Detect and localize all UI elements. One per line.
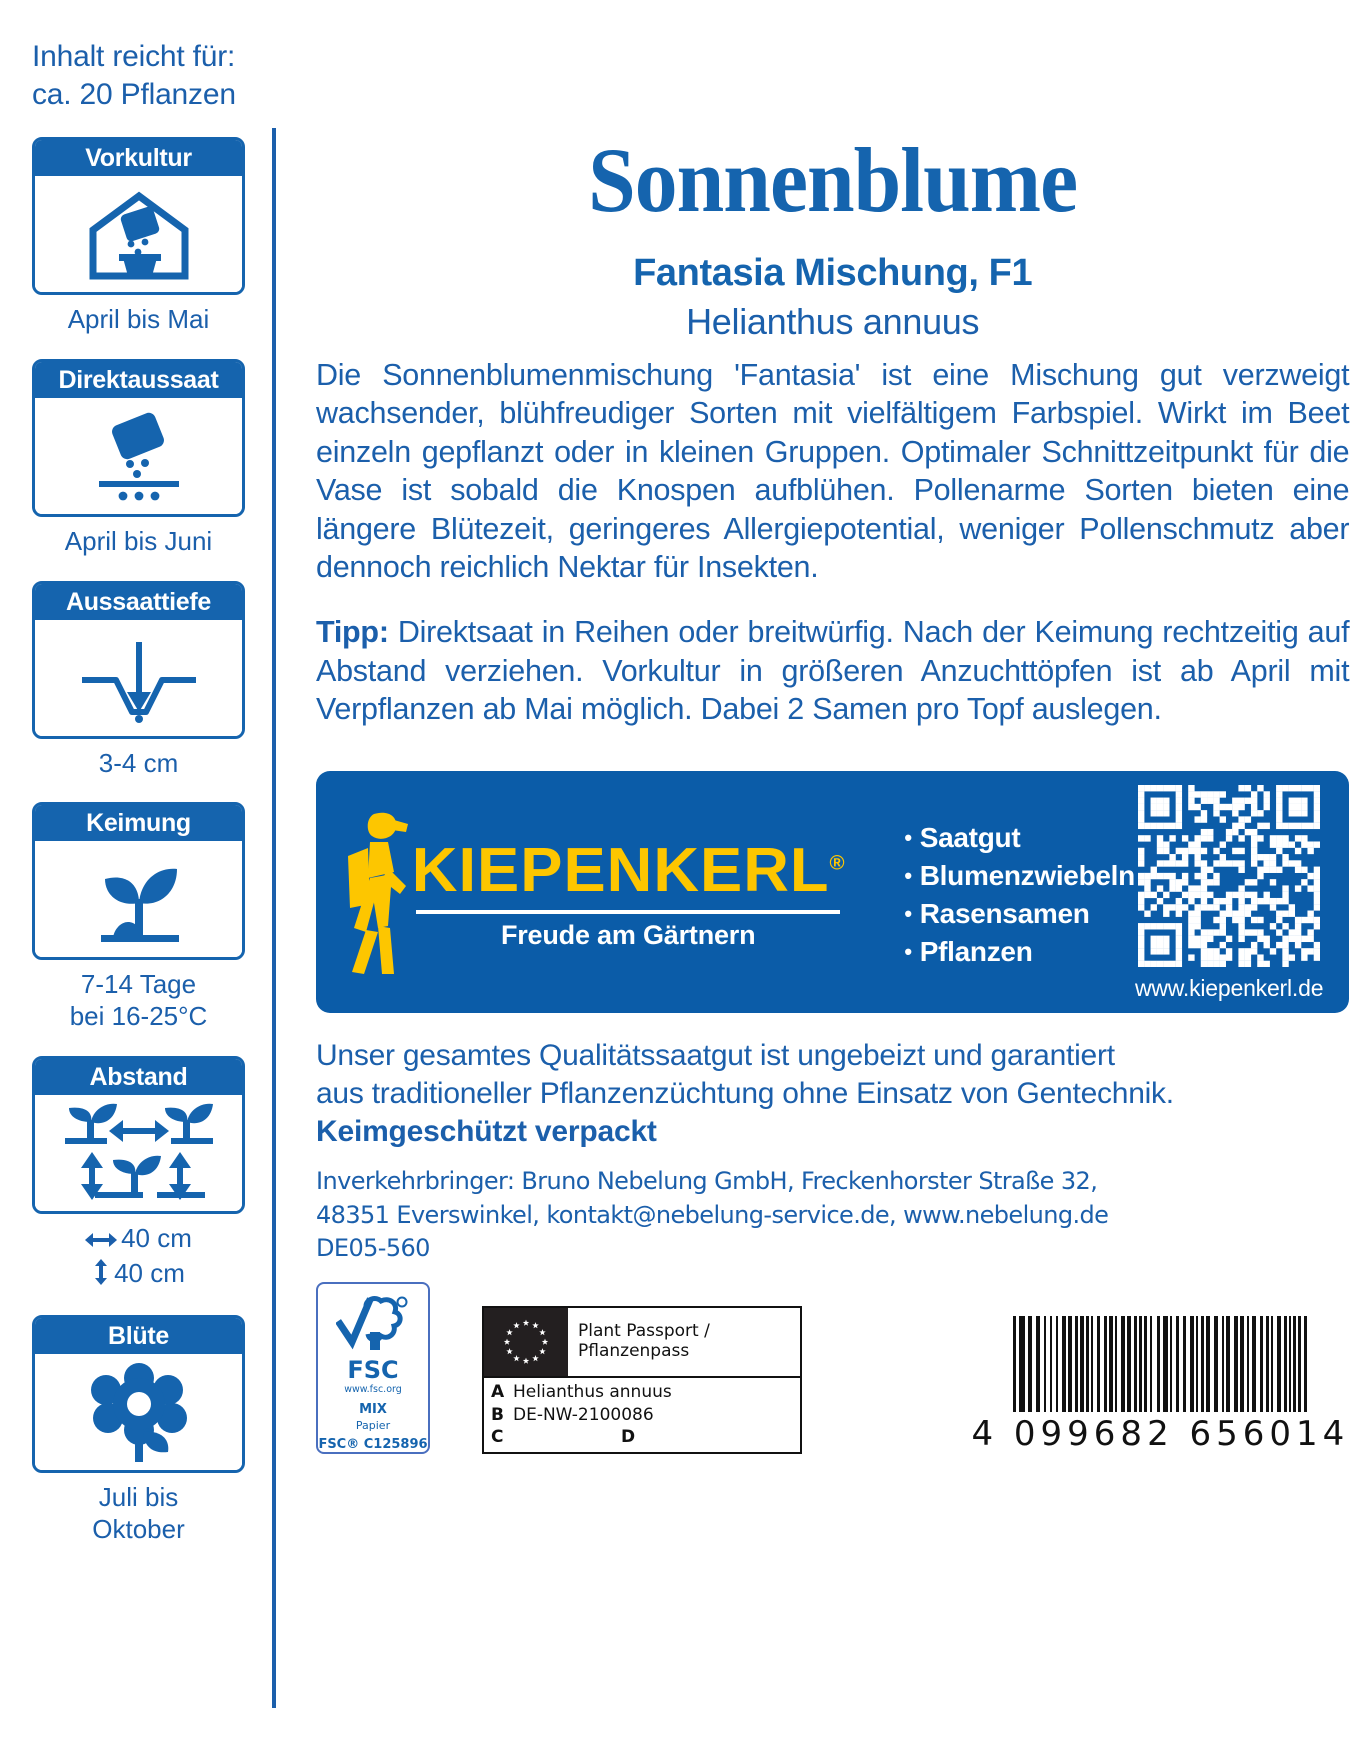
passport-row-a: A Helianthus annuus — [491, 1382, 672, 1403]
arrow-horizontal-icon — [85, 1226, 117, 1258]
spacing-horizontal: 40 cm — [32, 1223, 245, 1258]
qr-block — [1135, 771, 1323, 1013]
info-card-title: Keimung — [35, 805, 242, 841]
seedling-icon — [35, 841, 242, 957]
flower-icon — [35, 1354, 242, 1470]
info-card-direktaussaat — [32, 359, 245, 517]
info-card-caption: April bis Juni — [64, 525, 213, 556]
plant-passport — [482, 1306, 802, 1454]
growing-info-sidebar — [0, 0, 268, 1737]
info-card-keimung — [32, 802, 245, 960]
quality-statement: Unser gesamtes Qualitätssaatgut ist ungebeizt und garantiert aus traditioneller Pflanzenzüchtung ohne Einsatz von Gentechnik. — [316, 1038, 1174, 1110]
germ-protected-label: Keimgeschützt verpackt — [316, 1114, 657, 1148]
contents-value: ca. 20 Pflanzen — [32, 78, 236, 112]
barcode-number: 4 099682 656014 — [971, 1413, 1350, 1454]
passport-row-b: B DE-NW-2100086 — [491, 1404, 654, 1425]
seed-broadcast-icon — [35, 398, 242, 514]
brand-slogan: Freude am Gärtnern — [500, 919, 756, 950]
kiepenkerl-logo — [344, 771, 845, 1013]
kiepenkerl-man-icon — [344, 808, 410, 983]
passport-title: Plant Passport / Pflanzenpass — [578, 1321, 710, 1361]
latin-name: Helianthus annuus — [686, 301, 980, 343]
certification-row — [316, 1282, 1349, 1454]
fsc-logo — [316, 1282, 430, 1454]
fsc-name: FSC — [347, 1355, 399, 1384]
vertical-divider — [272, 128, 276, 1708]
brand-url: www.kiepenkerl.de — [1134, 975, 1324, 1002]
info-card-abstand — [32, 1056, 245, 1214]
imprint-line-2: 48351 Everswinkel, kontakt@nebelung-service.de, www.nebelung.de — [316, 1200, 1109, 1229]
barcode-bars — [1013, 1316, 1307, 1412]
product-category-list — [904, 771, 1135, 1013]
sowing-depth-icon — [35, 620, 242, 736]
imprint-block — [316, 1165, 1349, 1266]
spacing-vertical: 40 cm — [32, 1258, 245, 1293]
arrow-vertical-icon — [92, 1259, 110, 1293]
passport-row-c: C D — [491, 1427, 636, 1448]
list-item: • Rasensamen — [904, 898, 1135, 930]
tip-label: Tipp: — [316, 615, 389, 650]
tip-text: Direktsaat in Reihen oder breitwürfig. Nach der Keimung rechtzeitig auf Abstand verziehen. Vorkultur in größeren Anzuchttöpfen ist ab April mit Verpflanzen ab Mai möglich. Dabei 2 Samen pro Topf auslegen. — [316, 615, 1350, 727]
fsc-papier-label: Papier — [355, 1418, 391, 1432]
plant-spacing-icon — [35, 1095, 242, 1211]
imprint-line-1: Inverkehrbringer: Bruno Nebelung GmbH, Freckenhorster Straße 32, — [316, 1166, 1098, 1195]
contents-label: Inhalt reicht für: — [32, 40, 236, 73]
list-item: • Saatgut — [904, 822, 1135, 854]
info-card-title: Direktaussaat — [35, 362, 242, 398]
info-card-caption: 7-14 Tage bei 16-25°C — [69, 969, 208, 1032]
info-card-caption: 3-4 cm — [98, 747, 179, 778]
list-item: • Pflanzen — [904, 936, 1135, 968]
fsc-website: www.fsc.org — [344, 1383, 402, 1395]
page-title: Sonnenblume — [588, 129, 1078, 231]
imprint-line-3: DE05-560 — [316, 1234, 430, 1263]
brand-banner — [316, 771, 1349, 1013]
info-card-aussaattiefe — [32, 581, 245, 739]
info-card-caption: April bis Mai — [67, 304, 210, 335]
eu-flag-icon — [484, 1308, 568, 1376]
brand-name: KIEPENKERL — [411, 835, 830, 905]
description-paragraph: Die Sonnenblumenmischung 'Fantasia' ist eine Mischung gut verzweigt wachsender, blühfreudiger Sorten mit vielfältigem Farbspiel. Wirkt im Beet einzeln gepflanzt oder in kleinen Gruppen. Optimaler Schnittzeitpunkt für die Vase ist sobald die Knospen aufblühen. Pollenarme Sorten bieten eine längere Blütezeit, geringeres Allergiepotential, weniger Pollenschmutz aber dennoch reichlich Nektar für Insekten. — [316, 357, 1350, 585]
info-card-title: Aussaattiefe — [35, 584, 242, 620]
info-card-title: Blüte — [35, 1318, 242, 1354]
fsc-mix-label: MIX — [359, 1401, 387, 1417]
tip-paragraph — [316, 613, 1349, 729]
greenhouse-sowing-icon — [35, 176, 242, 292]
info-card-caption — [32, 1223, 245, 1292]
barcode — [971, 1316, 1349, 1454]
fsc-tree-checkmark-icon — [336, 1294, 410, 1357]
kiepenkerl-wordmark — [411, 835, 845, 951]
logo-divider — [416, 910, 840, 914]
registered-mark: ® — [829, 852, 845, 875]
info-card-caption: Juli bis Oktober — [92, 1482, 185, 1544]
qr-code[interactable] — [1138, 785, 1320, 967]
fsc-code: FSC® C125896 — [318, 1436, 428, 1452]
contents-block — [32, 38, 268, 114]
list-item: • Blumenzwiebeln — [904, 860, 1135, 892]
info-card-vorkultur — [32, 137, 245, 295]
info-card-title: Vorkultur — [35, 140, 242, 176]
info-card-title: Abstand — [35, 1059, 242, 1095]
variety-name: Fantasia Mischung, F1 — [633, 252, 1033, 294]
main-content — [268, 0, 1358, 1737]
info-card-bluete — [32, 1315, 245, 1473]
